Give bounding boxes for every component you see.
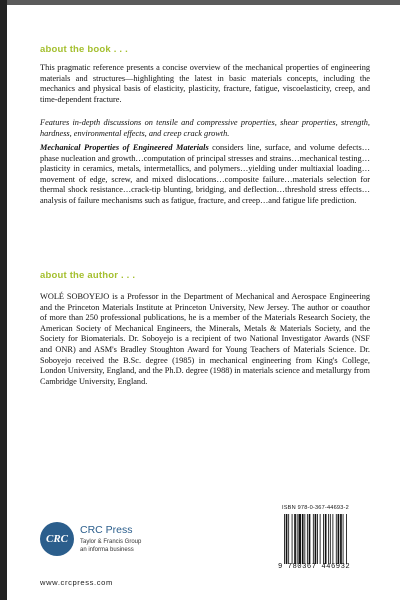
- publisher-group: Taylor & Francis Group: [80, 539, 142, 545]
- barcode: [278, 505, 376, 579]
- about-author-heading: about the author . . .: [40, 270, 136, 281]
- book-contents: [40, 143, 370, 207]
- book-description: This pragmatic reference presents a concise overview of the mechanical properties of engineering materials and structures—highlighting the latest in basic materials concepts, including the mechanics and physical basis of elasticity, plasticity, fracture, fatigue, viscoelasticity, creep, and time-dependent fracture.: [40, 63, 370, 104]
- publisher-website: www.crcpress.com: [40, 578, 113, 587]
- barcode-digits: 9 780367 446932: [278, 563, 351, 571]
- book-features: Features in-depth discussions on tensile and compressive properties, shear properties, strength, hardness, environmental effects, and creep crack growth.: [40, 118, 370, 138]
- book-title: Mechanical Properties of Engineered Materials: [40, 143, 209, 152]
- publisher-tagline: an informa business: [80, 547, 134, 553]
- spine-edge: [0, 0, 7, 600]
- crc-logo-icon: CRC: [40, 522, 74, 556]
- publisher-name: CRC Press: [80, 524, 133, 536]
- publisher-logo: [40, 516, 200, 576]
- author-bio: WOLÉ SOBOYEJO is a Professor in the Department of Mechanical and Aerospace Engineering and the Princeton Materials Institute at Princeton University, New Jersey. The author or coauthor of more than 250 professional publications, he is a member of the Materials Research Society, the American Society of Mechanical Engineers, the Minerals, Metals & Materials Society, and the Society for Biomaterials. Dr. Soboyejo is a recipient of two National Investigator Awards (NSF and ONR) and ASM's Bradley Stoughton Award for Young Teachers of Materials Science. Dr. Soboyejo received the B.Sc. degree (1985) in mechanical engineering from King's College, London University, England, and the Ph.D. degree (1988) in materials science and metallurgy from Cambridge University, England.: [40, 292, 370, 386]
- about-book-heading: about the book . . .: [40, 44, 128, 55]
- barcode-bars-icon: [284, 514, 372, 566]
- book-contents-text: considers line, surface, and volume defects…phase nucleation and growth…computation of principal stresses and strains…mechanical testing…plasticity in ceramics, metals, intermetallics, and polymers…yielding under multiaxial loading…movement of edge, screw, and mixed dislocations…composite failure…materials selection for thermal shock resistance…crack-tip blunting, bridging, and deflection…threshold stress effects…analysis of failure mechanisms such as fatigue, fracture, and creep…and fatigue life prediction.: [40, 143, 371, 205]
- top-border: [7, 0, 400, 5]
- isbn-text: ISBN 978-0-367-44693-2: [282, 505, 349, 511]
